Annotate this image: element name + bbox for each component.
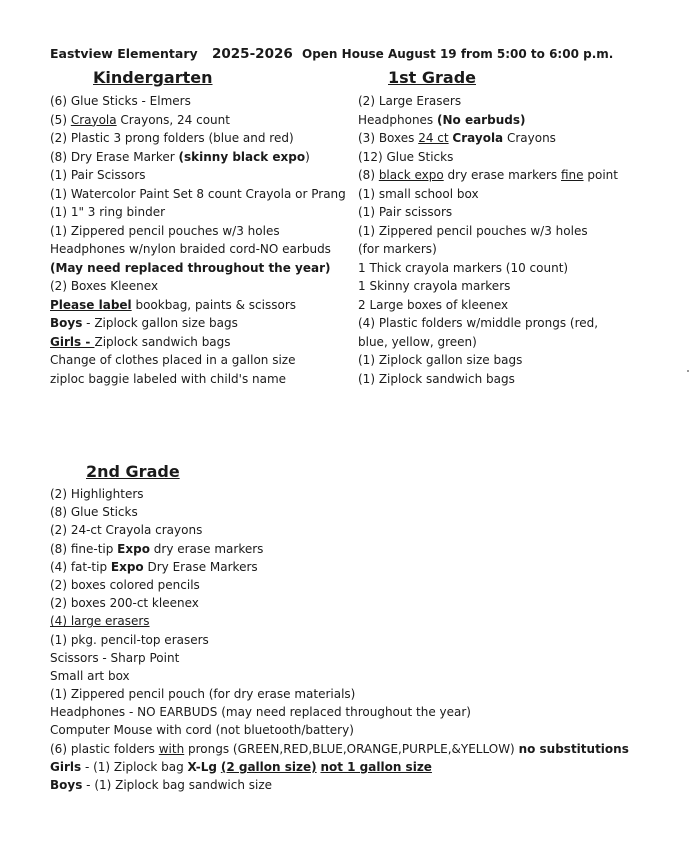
list-item [50,594,629,612]
list-item [50,740,629,758]
item-text: (8) [358,168,379,182]
item-text: (5) [50,112,71,127]
list-item [50,485,629,503]
list-item [50,129,346,148]
list-item [50,203,346,222]
list-item [50,111,346,130]
list-item [358,203,618,222]
item-text: blue, yellow, green) [358,334,477,349]
item-text: Crayons, 24 count [116,112,230,127]
item-text: - (1) Ziplock bag [81,759,188,774]
item-text: Headphones - NO EARBUDS (may need replaced throughout the year) [50,705,471,720]
list-item [50,277,346,296]
item-text: 1 Skinny crayola markers [358,279,511,293]
list-item [358,92,618,111]
item-text: (2) Highlighters [50,487,144,501]
page-header [50,46,614,62]
item-text: - Ziplock gallon size bags [82,316,238,330]
list-item [358,166,618,185]
first-grade-list [358,92,618,388]
item-text: Girls [50,759,82,774]
item-text: with [158,741,185,756]
item-text: prongs (GREEN,RED,BLUE,ORANGE,PURPLE,&YELLOW) [184,741,519,756]
item-text: (for markers) [358,242,437,256]
item-text: black expo [378,168,444,182]
item-text: (1) Pair scissors [358,205,453,219]
list-item [50,685,629,703]
item-text: dry erase markers [149,541,264,556]
list-item [358,370,618,389]
list-item [50,240,346,259]
item-text: (6) Glue Sticks - Elmers [50,94,191,108]
second-grade-list [50,485,629,794]
list-item [358,148,618,167]
first-grade-title: 1st Grade [388,68,476,87]
item-text: Please label [50,297,132,312]
item-text: fine [561,168,584,182]
list-item [358,129,618,148]
item-text: Headphones w/nylon braided cord-NO earbuds [50,242,331,256]
kindergarten-list [50,92,346,388]
item-text: Expo [110,559,144,574]
item-text: Boys [50,316,83,330]
item-text: (6) plastic folders [50,741,159,756]
list-item [50,333,346,352]
item-text: (2) boxes 200-ct kleenex [50,596,199,611]
list-item [50,667,629,685]
list-item [50,185,346,204]
item-text: Crayola [452,131,504,145]
item-text: ziploc baggie labeled with child's name [50,371,287,386]
list-item [50,721,629,739]
item-text: (8) Dry Erase Marker [50,149,179,164]
item-text: ) [305,149,310,164]
list-item [50,631,629,649]
item-text: Ziplock sandwich bags [94,334,231,349]
item-text: X-Lg [187,759,218,774]
list-item [50,296,346,315]
list-item [50,776,629,794]
item-text: (1) Zippered pencil pouches w/3 holes [358,223,588,238]
item-text: Dry Erase Markers [143,559,258,574]
item-text: (2 gallon size) [220,759,317,774]
kindergarten-title: Kindergarten [93,68,213,87]
item-text: (8) fine-tip [50,541,118,556]
item-text: not 1 gallon size [320,759,432,774]
item-text: Change of clothes placed in a gallon size [50,353,296,367]
item-text: (3) Boxes [358,131,419,145]
item-text: bookbag, paints & scissors [131,297,297,312]
item-text: no substitutions [518,741,629,756]
second-grade-title: 2nd Grade [86,462,180,481]
list-item [358,314,618,333]
list-item [50,521,629,539]
item-text: (1) Watercolor Paint Set 8 count Crayola or Prang [50,186,346,201]
item-text: Small art box [50,668,130,683]
item-text: (2) Boxes Kleenex [50,279,159,293]
item-text: (No earbuds) [437,112,526,127]
item-text: Scissors - Sharp Point [50,650,180,665]
item-text: Boys [50,778,83,792]
item-text: (1) Ziplock gallon size bags [358,353,523,367]
item-text: (4) fat-tip [50,559,111,574]
item-text: (skinny black expo [178,149,306,164]
item-text: (4) Plastic folders w/middle prongs (red, [358,316,599,330]
item-text: (1) Zippered pencil pouch (for dry erase materials) [50,687,356,702]
item-text: (1) Pair Scissors [50,168,146,182]
list-item [358,259,618,278]
list-item [358,240,618,259]
list-item [358,185,618,204]
item-text: (4) large erasers [50,614,150,629]
list-item [358,296,618,315]
item-text: (8) Glue Sticks [50,505,138,520]
item-text: Headphones [358,112,437,127]
item-text: (2) 24-ct Crayola crayons [50,523,203,538]
item-text: Expo [117,541,150,556]
list-item [358,333,618,352]
item-text: (1) small school box [358,186,479,201]
list-item [50,503,629,521]
item-text: Girls - [50,334,95,349]
list-item [50,92,346,111]
list-item [50,649,629,667]
item-text: 24 ct [418,131,449,145]
list-item [358,222,618,241]
list-item [50,148,346,167]
list-item [50,703,629,721]
item-text: point [583,168,618,182]
item-text: (2) Plastic 3 prong folders (blue and red) [50,131,294,145]
list-item [358,351,618,370]
item-text: Computer Mouse with cord (not bluetooth/battery) [50,723,354,738]
list-item [50,558,629,576]
item-text: (1) Ziplock sandwich bags [358,371,515,386]
list-item [358,111,618,130]
item-text: 2 Large boxes of kleenex [358,297,509,312]
item-text: (2) boxes colored pencils [50,577,200,592]
list-item [50,314,346,333]
list-item [50,576,629,594]
item-text: - (1) Ziplock bag sandwich size [82,778,273,792]
list-item [50,351,346,370]
list-item [50,259,346,278]
school-year: 2025-2026 [212,46,293,62]
list-item [50,166,346,185]
list-item [50,758,629,776]
item-text: (May need replaced throughout the year) [50,260,331,275]
list-item [358,277,618,296]
item-text: (2) Large Erasers [358,94,462,108]
item-text: dry erase markers [443,168,561,182]
list-item [50,222,346,241]
item-text: Crayola [70,112,117,127]
scan-speck [687,370,689,372]
item-text: (12) Glue Sticks [358,149,454,164]
open-house-info: Open House August 19 from 5:00 to 6:00 p.m. [302,47,614,61]
school-name: Eastview Elementary [50,46,198,61]
item-text: (1) pkg. pencil-top erasers [50,632,209,647]
item-text: Crayons [503,131,556,145]
item-text: (1) 1" 3 ring binder [50,205,166,219]
list-item [50,370,346,389]
item-text: 1 Thick crayola markers (10 count) [358,260,569,275]
item-text: (1) Zippered pencil pouches w/3 holes [50,223,280,238]
list-item [50,540,629,558]
list-item [50,612,629,630]
